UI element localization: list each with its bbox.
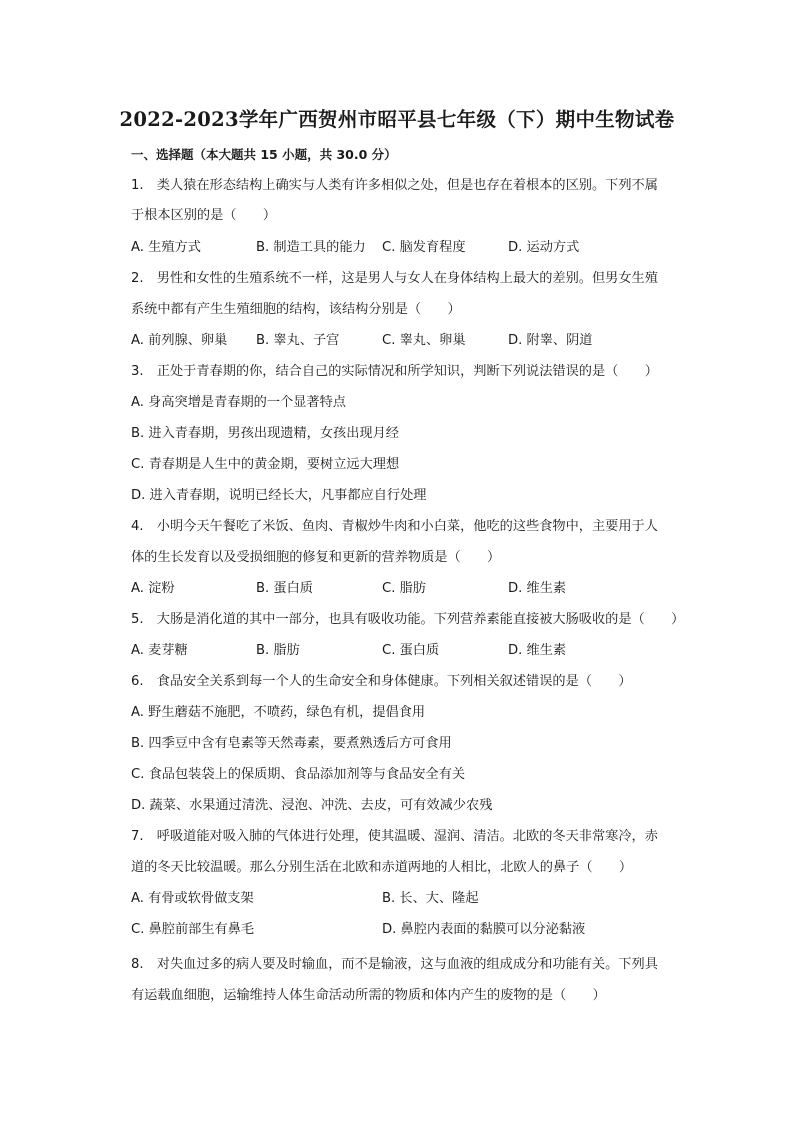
question-2-option-b: B. 睾丸、子宫 xyxy=(256,333,340,348)
question-8-stem-line-1: 8. 对失血过多的病人要及时输血，而不是输液，这与血液的组成成分和功能有关。下列具 xyxy=(131,957,658,972)
question-7-option-c: C. 鼻腔前部生有鼻毛 xyxy=(131,922,255,937)
question-3-stem: 3. 正处于青春期的你，结合自己的实际情况和所学知识，判断下列说法错误的是（ ） xyxy=(131,364,658,379)
question-4-option-b: B. 蛋白质 xyxy=(256,581,313,596)
question-4-option-c: C. 脂肪 xyxy=(382,581,426,596)
question-2-option-a: A. 前列腺、卵巢 xyxy=(131,333,228,348)
question-7-option-d: D. 鼻腔内表面的黏膜可以分泌黏液 xyxy=(382,922,586,937)
question-7-stem-line-2: 道的冬天比较温暖。那么分别生活在北欧和赤道两地的人相比，北欧人的鼻子（ ） xyxy=(131,860,633,875)
question-5-option-b: B. 脂肪 xyxy=(256,643,300,658)
question-6-option-c: C. 食品包装袋上的保质期、食品添加剂等与食品安全有关 xyxy=(131,767,466,782)
question-1-stem-line-1: 1. 类人猿在形态结构上确实与人类有许多相似之处，但是也存在着根本的区别。下列不属 xyxy=(131,178,658,193)
question-1-stem-line-2: 于根本区别的是（ ） xyxy=(131,208,277,223)
question-8-stem-line-2: 有运载血细胞，运输维持人体生命活动所需的物质和体内产生的废物的是（ ） xyxy=(131,988,606,1003)
question-3-option-b: B. 进入青春期，男孩出现遗精，女孩出现月经 xyxy=(131,426,399,441)
question-4-option-a: A. 淀粉 xyxy=(131,581,175,596)
question-1-option-c: C. 脑发育程度 xyxy=(382,240,466,255)
question-4-stem-line-2: 体的生长发育以及受损细胞的修复和更新的营养物质是（ ） xyxy=(131,550,501,565)
question-3-option-c: C. 青春期是人生中的黄金期，要树立远大理想 xyxy=(131,457,400,472)
exam-title: 2022-2023学年广西贺州市昭平县七年级（下）期中生物试卷 xyxy=(119,108,675,131)
question-5-option-a: A. 麦芽糖 xyxy=(131,643,188,658)
question-2-option-c: C. 睾丸、卵巢 xyxy=(382,333,466,348)
question-2-stem-line-2: 系统中都有产生生殖细胞的结构，该结构分别是（ ） xyxy=(131,302,461,317)
question-1-option-a: A. 生殖方式 xyxy=(131,240,201,255)
question-5-option-c: C. 蛋白质 xyxy=(382,643,440,658)
question-1-option-d: D. 运动方式 xyxy=(508,240,580,255)
question-4-stem-line-1: 4. 小明今天午餐吃了米饭、鱼肉、青椒炒牛肉和小白菜，他吃的这些食物中，主要用于人 xyxy=(131,519,658,534)
question-2-option-d: D. 附睾、阴道 xyxy=(508,333,593,348)
question-2-stem-line-1: 2. 男性和女性的生殖系统不一样，这是男人与女人在身体结构上最大的差别。但男女生殖 xyxy=(131,271,658,286)
question-5-stem: 5. 大肠是消化道的其中一部分，也具有吸收功能。下列营养素能直接被大肠吸收的是（ ） xyxy=(131,612,685,627)
question-3-option-d: D. 进入青春期，说明已经长大，凡事都应自行处理 xyxy=(131,488,427,503)
section-heading: 一、选择题（本大题共 15 小题，共 30.0 分） xyxy=(131,147,397,162)
question-6-option-b: B. 四季豆中含有皂素等天然毒素，要煮熟透后方可食用 xyxy=(131,736,452,751)
question-5-option-d: D. 维生素 xyxy=(508,643,567,658)
question-6-option-d: D. 蔬菜、水果通过清洗、浸泡、冲洗、去皮，可有效减少农残 xyxy=(131,798,493,813)
question-7-stem-line-1: 7. 呼吸道能对吸入肺的气体进行处理，使其温暖、湿润、清洁。北欧的冬天非常寒冷，赤 xyxy=(131,829,658,844)
question-7-option-a: A. 有骨或软骨做支架 xyxy=(131,891,254,906)
question-6-option-a: A. 野生蘑菇不施肥，不喷药，绿色有机，提倡食用 xyxy=(131,705,426,720)
question-4-option-d: D. 维生素 xyxy=(508,581,567,596)
question-6-stem: 6. 食品安全关系到每一个人的生命安全和身体健康。下列相关叙述错误的是（ ） xyxy=(131,674,632,689)
question-3-option-a: A. 身高突增是青春期的一个显著特点 xyxy=(131,395,346,410)
question-7-option-b: B. 长、大、隆起 xyxy=(382,891,479,906)
question-1-option-b: B. 制造工具的能力 xyxy=(256,240,366,255)
